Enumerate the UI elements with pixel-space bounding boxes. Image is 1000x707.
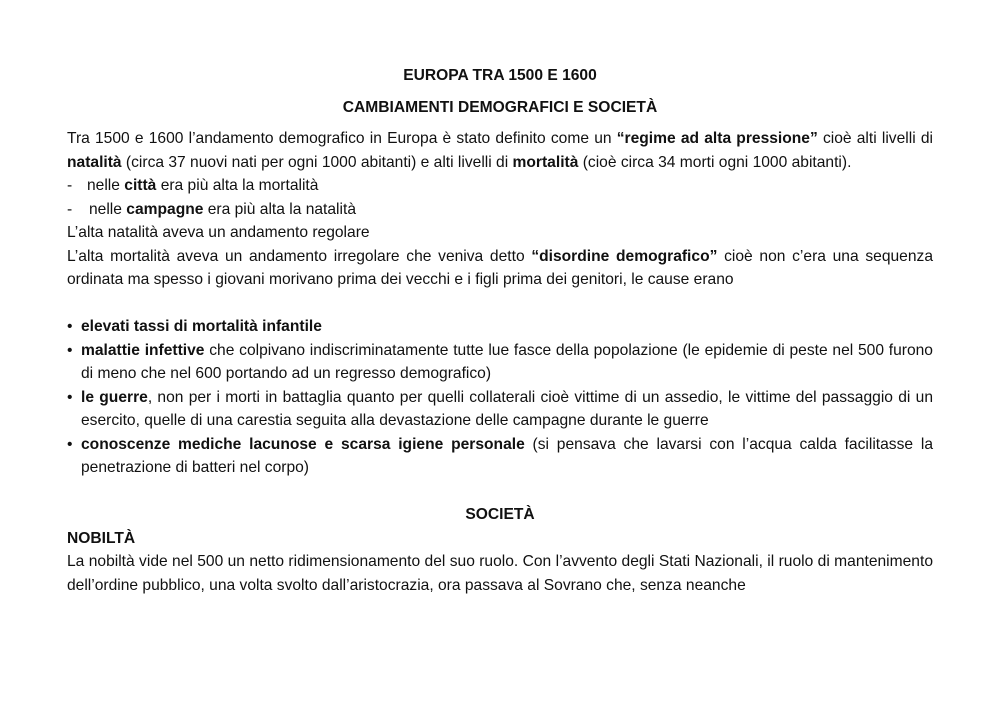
bullet-icon: • [67,318,73,335]
bullet-icon: • [67,341,73,359]
dash-text-pre: nelle [89,200,127,218]
intro-bold-natalita: natalità [67,153,122,171]
causes-list [67,315,933,480]
dash-mark: - [67,177,73,194]
cause-bold: conoscenze mediche lacunose e scarsa igiene personale [81,435,525,453]
mortalita-text-1: L’alta mortalità aveva un andamento irregolare che veniva detto [67,247,532,265]
dash-text-post: era più alta la mortalità [156,177,319,194]
cause-item [67,339,933,386]
cause-item [67,386,933,433]
intro-bold-mortalita: mortalità [512,153,579,171]
intro-text-1: Tra 1500 e 1600 l’andamento demografico in Europa è stato definito come un [67,130,617,147]
nobilta-paragraph: La nobiltà vide nel 500 un netto ridimensionamento del suo ruolo. Con l’avvento degli Stati Nazionali, il ruolo di mantenimento dell’ordine pubblico, una volta svolto dall’aristocrazia, ora passava al Sovrano che, senza neanche [67,553,933,594]
subsection-title: NOBILTÀ [67,529,136,547]
cause-bold: elevati tassi di mortalità infantile [81,318,322,335]
mortalita-text-2: cioè non c’era una sequenza ordinata ma spesso i giovani morivano prima dei vecchi e i figli prima dei genitori, le cause erano [67,247,933,288]
dash-mark: - [67,200,73,218]
dash-text-pre: nelle [87,177,125,194]
intro-text-3: (circa 37 nuovi nati per ogni 1000 abitanti) e alti livelli di [121,153,513,171]
dash-item-text [89,198,356,222]
dash-text-post: era più alta la natalità [203,200,356,218]
dash-item-citta [67,174,933,198]
spacer [67,292,933,316]
cause-text: , non per i morti in battaglia quanto per quelli collaterali cioè vittime di un assedio, le vittime del passaggio di un esercito, quelle di una carestia seguita alla devastazione delle campagne durante le guerre [81,388,933,429]
bullet-icon: • [67,388,73,406]
intro-text-2: cioè alti livelli di [817,130,933,147]
intro-bold-regime: “regime ad alta pressione” [616,130,818,147]
dash-item-campagne [67,198,933,222]
mortalita-paragraph [67,245,933,292]
cause-text: che colpivano indiscriminatamente tutte lue fasce della popolazione (le epidemie di peste nel 500 furono di meno che nel 600 portando ad un regresso demografico) [81,341,933,382]
document-subtitle: CAMBIAMENTI DEMOGRAFICI E SOCIETÀ [342,98,658,116]
mortalita-bold: “disordine demografico” [531,247,718,265]
section-title: SOCIETÀ [465,506,535,523]
dash-item-text [87,174,318,198]
natalita-line: L’alta natalità aveva un andamento regolare [67,224,370,241]
document-title: EUROPA TRA 1500 E 1600 [403,67,597,84]
cause-bold: le guerre [81,388,148,406]
cause-text: (si pensava che lavarsi con l’acqua calda facilitasse la penetrazione di batteri nel corpo) [81,435,933,476]
dash-text-bold: campagne [126,200,204,218]
cause-item [67,315,933,339]
cause-item [67,433,933,480]
bullet-icon: • [67,435,73,453]
intro-paragraph [67,127,933,174]
dash-text-bold: città [124,177,157,194]
cause-bold: malattie infettive [81,341,205,359]
intro-text-4: (cioè circa 34 morti ogni 1000 abitanti). [578,153,852,171]
